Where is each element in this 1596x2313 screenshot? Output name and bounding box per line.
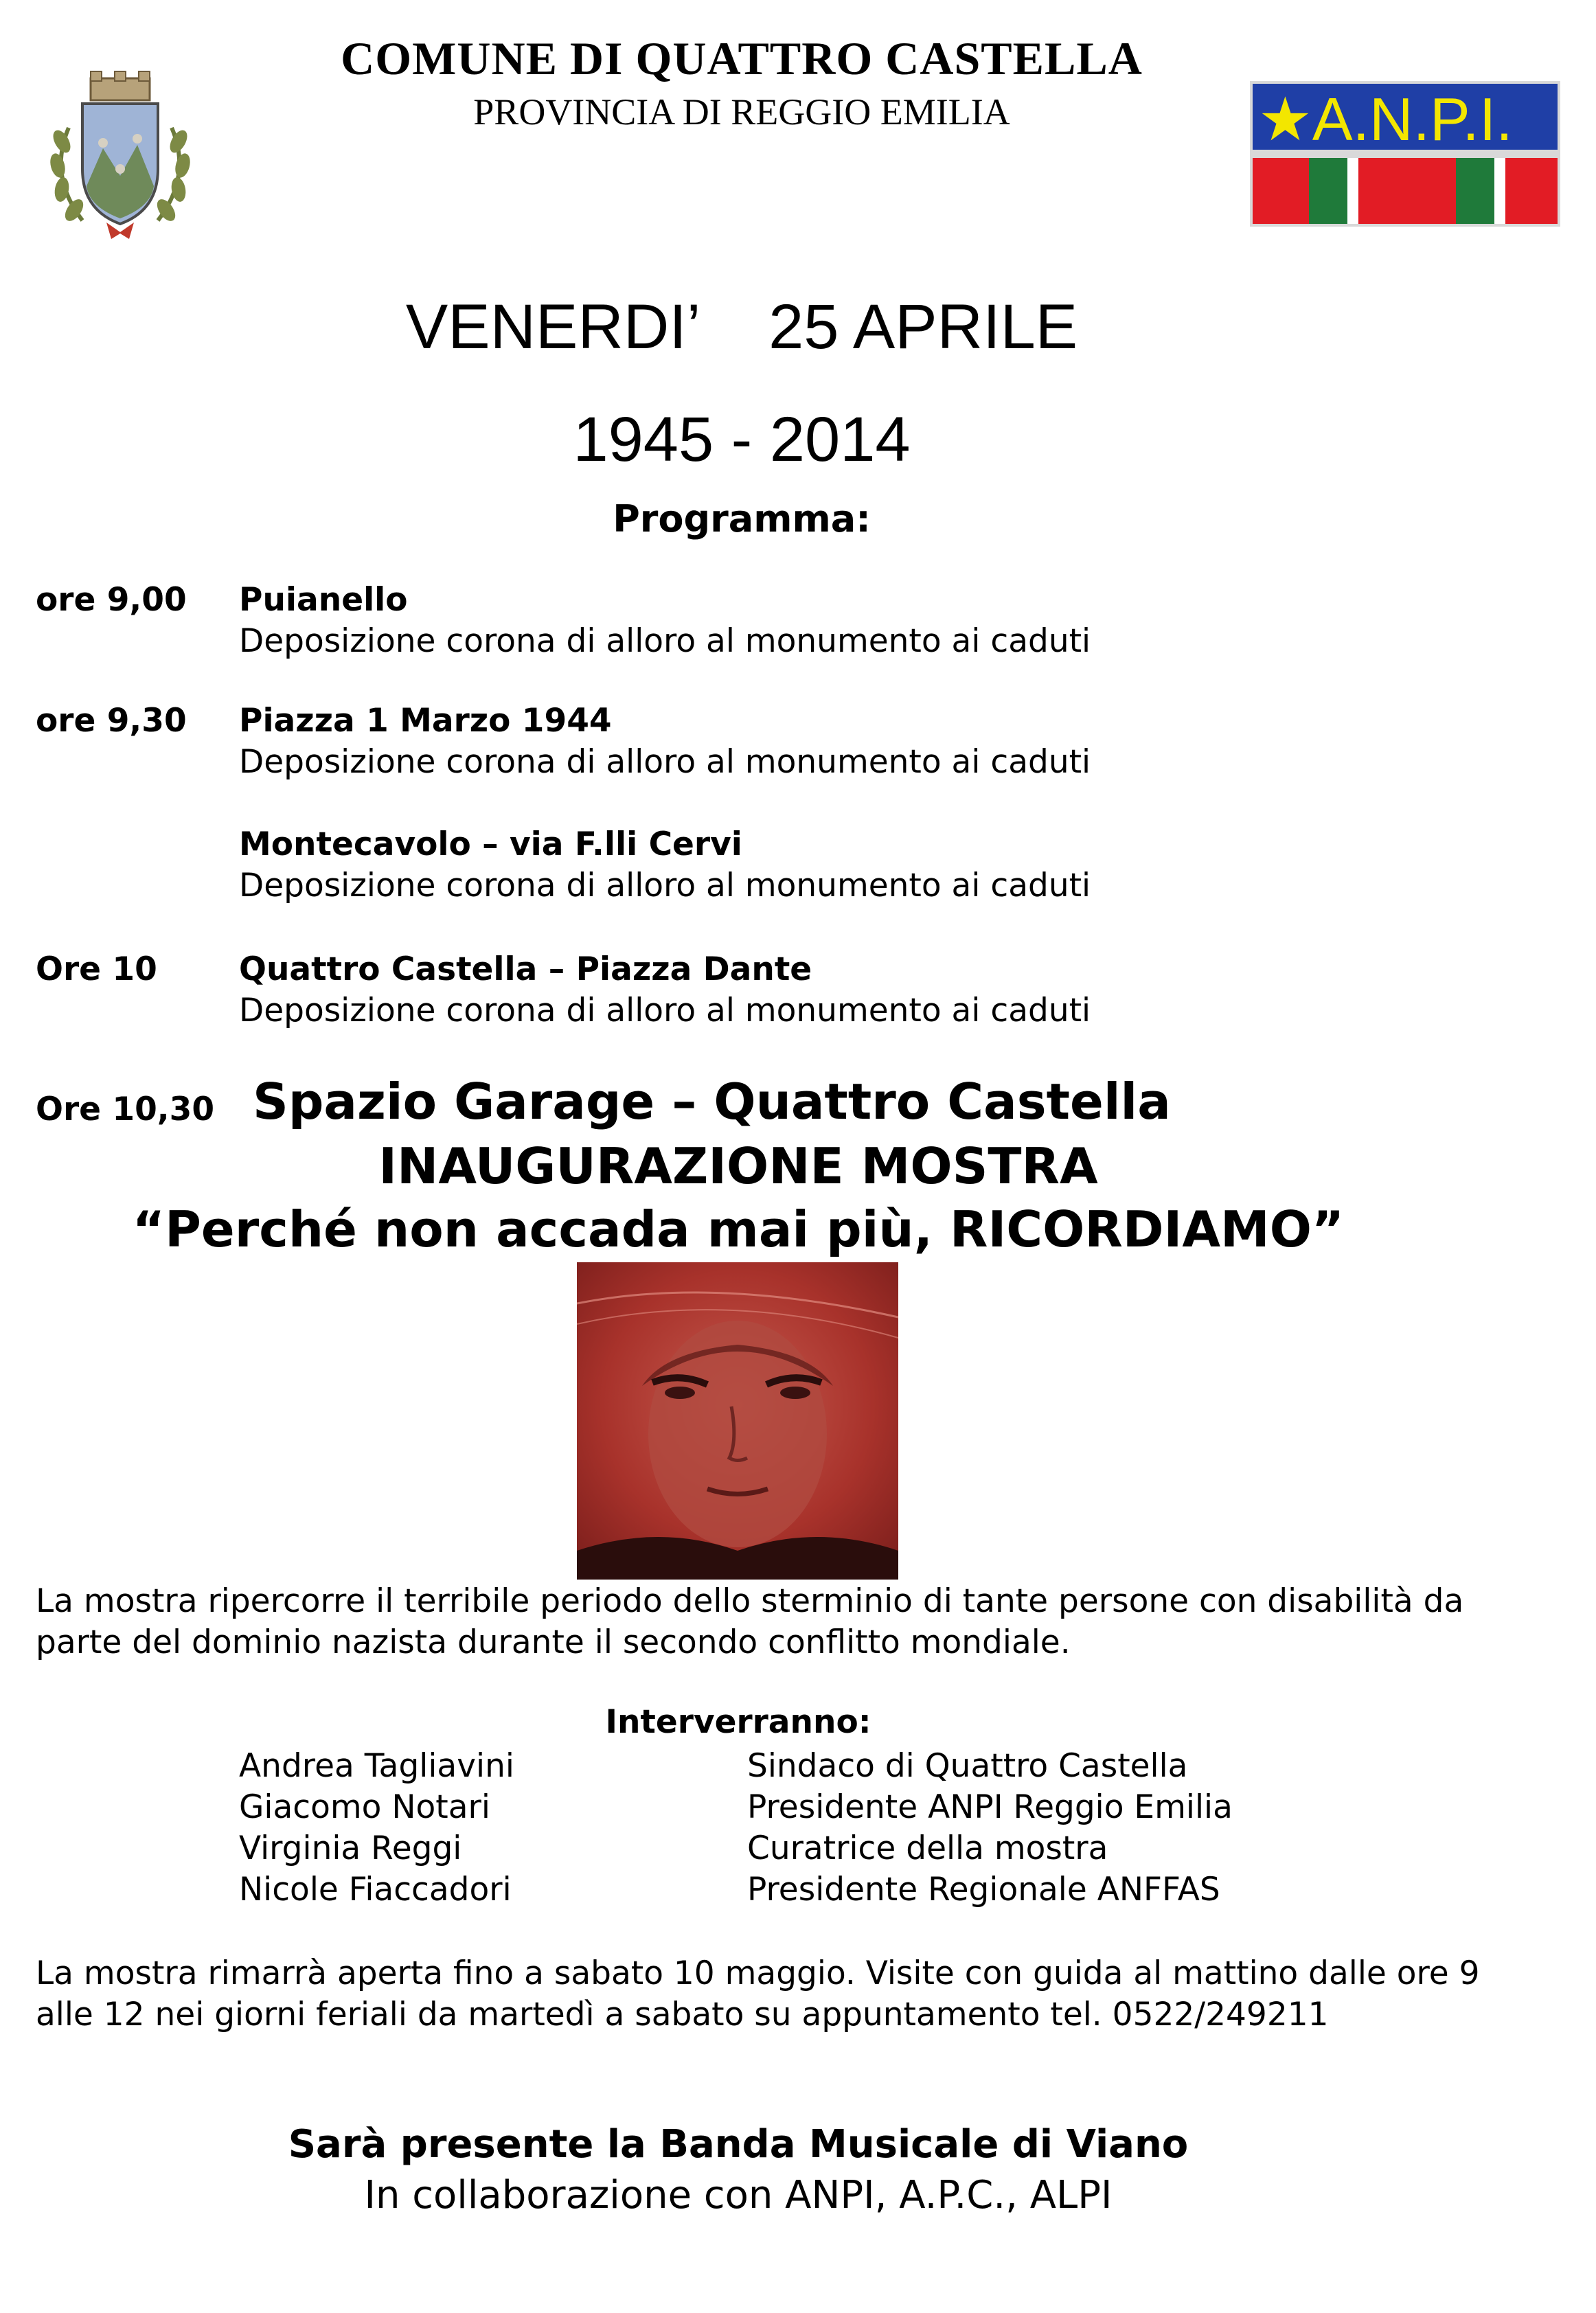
speaker-name: Virginia Reggi (239, 1830, 462, 1867)
portrait-image (577, 1262, 898, 1580)
speaker-name: Giacomo Notari (239, 1788, 490, 1826)
speaker-role: Sindaco di Quattro Castella (747, 1747, 1188, 1785)
schedule-desc: Deposizione corona di alloro al monumento ai caduti (239, 867, 1091, 904)
exhibition-description: La mostra ripercorre il terribile periodo dello sterminio di tante persone con disabilità da parte del dominio nazista durante il secondo conflitto mondiale. (36, 1582, 1464, 1661)
provincia-subtitle: PROVINCIA DI REGGIO EMILIA (473, 91, 1010, 133)
speaker-name: Nicole Fiaccadori (239, 1871, 512, 1908)
speakers-heading: Interverranno: (605, 1703, 871, 1741)
schedule-place: Quattro Castella – Piazza Dante (239, 950, 812, 988)
schedule-time: Ore 10 (36, 950, 157, 988)
schedule-time: ore 9,30 (36, 702, 187, 740)
collaboration-notice: In collaborazione con ANPI, A.P.C., ALPI (364, 2173, 1113, 2218)
speaker-name: Andrea Tagliavini (239, 1747, 514, 1785)
schedule-time: ore 9,00 (36, 581, 187, 619)
speaker-role: Presidente Regionale ANFFAS (747, 1871, 1220, 1908)
schedule-place: Puianello (239, 581, 408, 619)
exhibition-time: Ore 10,30 (36, 1091, 215, 1128)
visits-info: La mostra rimarrà aperta fino a sabato 10 maggio. Visite con guida al mattino dalle ore 9 alle 12 nei giorni feriali da martedì a sabato su appuntamento tel. 0522/249211 (36, 1955, 1480, 2033)
exhibition-subtitle: INAUGURAZIONE MOSTRA (378, 1137, 1098, 1195)
exhibition-quote: “Perché non accada mai più, RICORDIAMO” (132, 1200, 1345, 1258)
coat-of-arms-icon (41, 66, 199, 244)
anpi-logo (1250, 81, 1560, 227)
schedule-place: Montecavolo – via F.lli Cervi (239, 825, 742, 863)
speaker-role: Presidente ANPI Reggio Emilia (747, 1788, 1233, 1826)
schedule-place: Piazza 1 Marzo 1944 (239, 702, 612, 740)
comune-title: COMUNE DI QUATTRO CASTELLA (341, 32, 1143, 84)
event-years: 1945 - 2014 (573, 405, 911, 475)
exhibition-title: Spazio Garage – Quattro Castella (253, 1073, 1171, 1130)
event-date: VENERDI’ 25 APRILE (405, 292, 1078, 362)
schedule-desc: Deposizione corona di alloro al monumento ai caduti (239, 992, 1091, 1029)
schedule-desc: Deposizione corona di alloro al monumento ai caduti (239, 743, 1091, 781)
programma-label: Programma: (613, 497, 871, 540)
band-notice: Sarà presente la Banda Musicale di Viano (288, 2122, 1189, 2167)
schedule-desc: Deposizione corona di alloro al monumento ai caduti (239, 622, 1091, 660)
speaker-role: Curatrice della mostra (747, 1830, 1108, 1867)
anpi-logo-text: ★A.N.P.I. (1258, 85, 1513, 153)
